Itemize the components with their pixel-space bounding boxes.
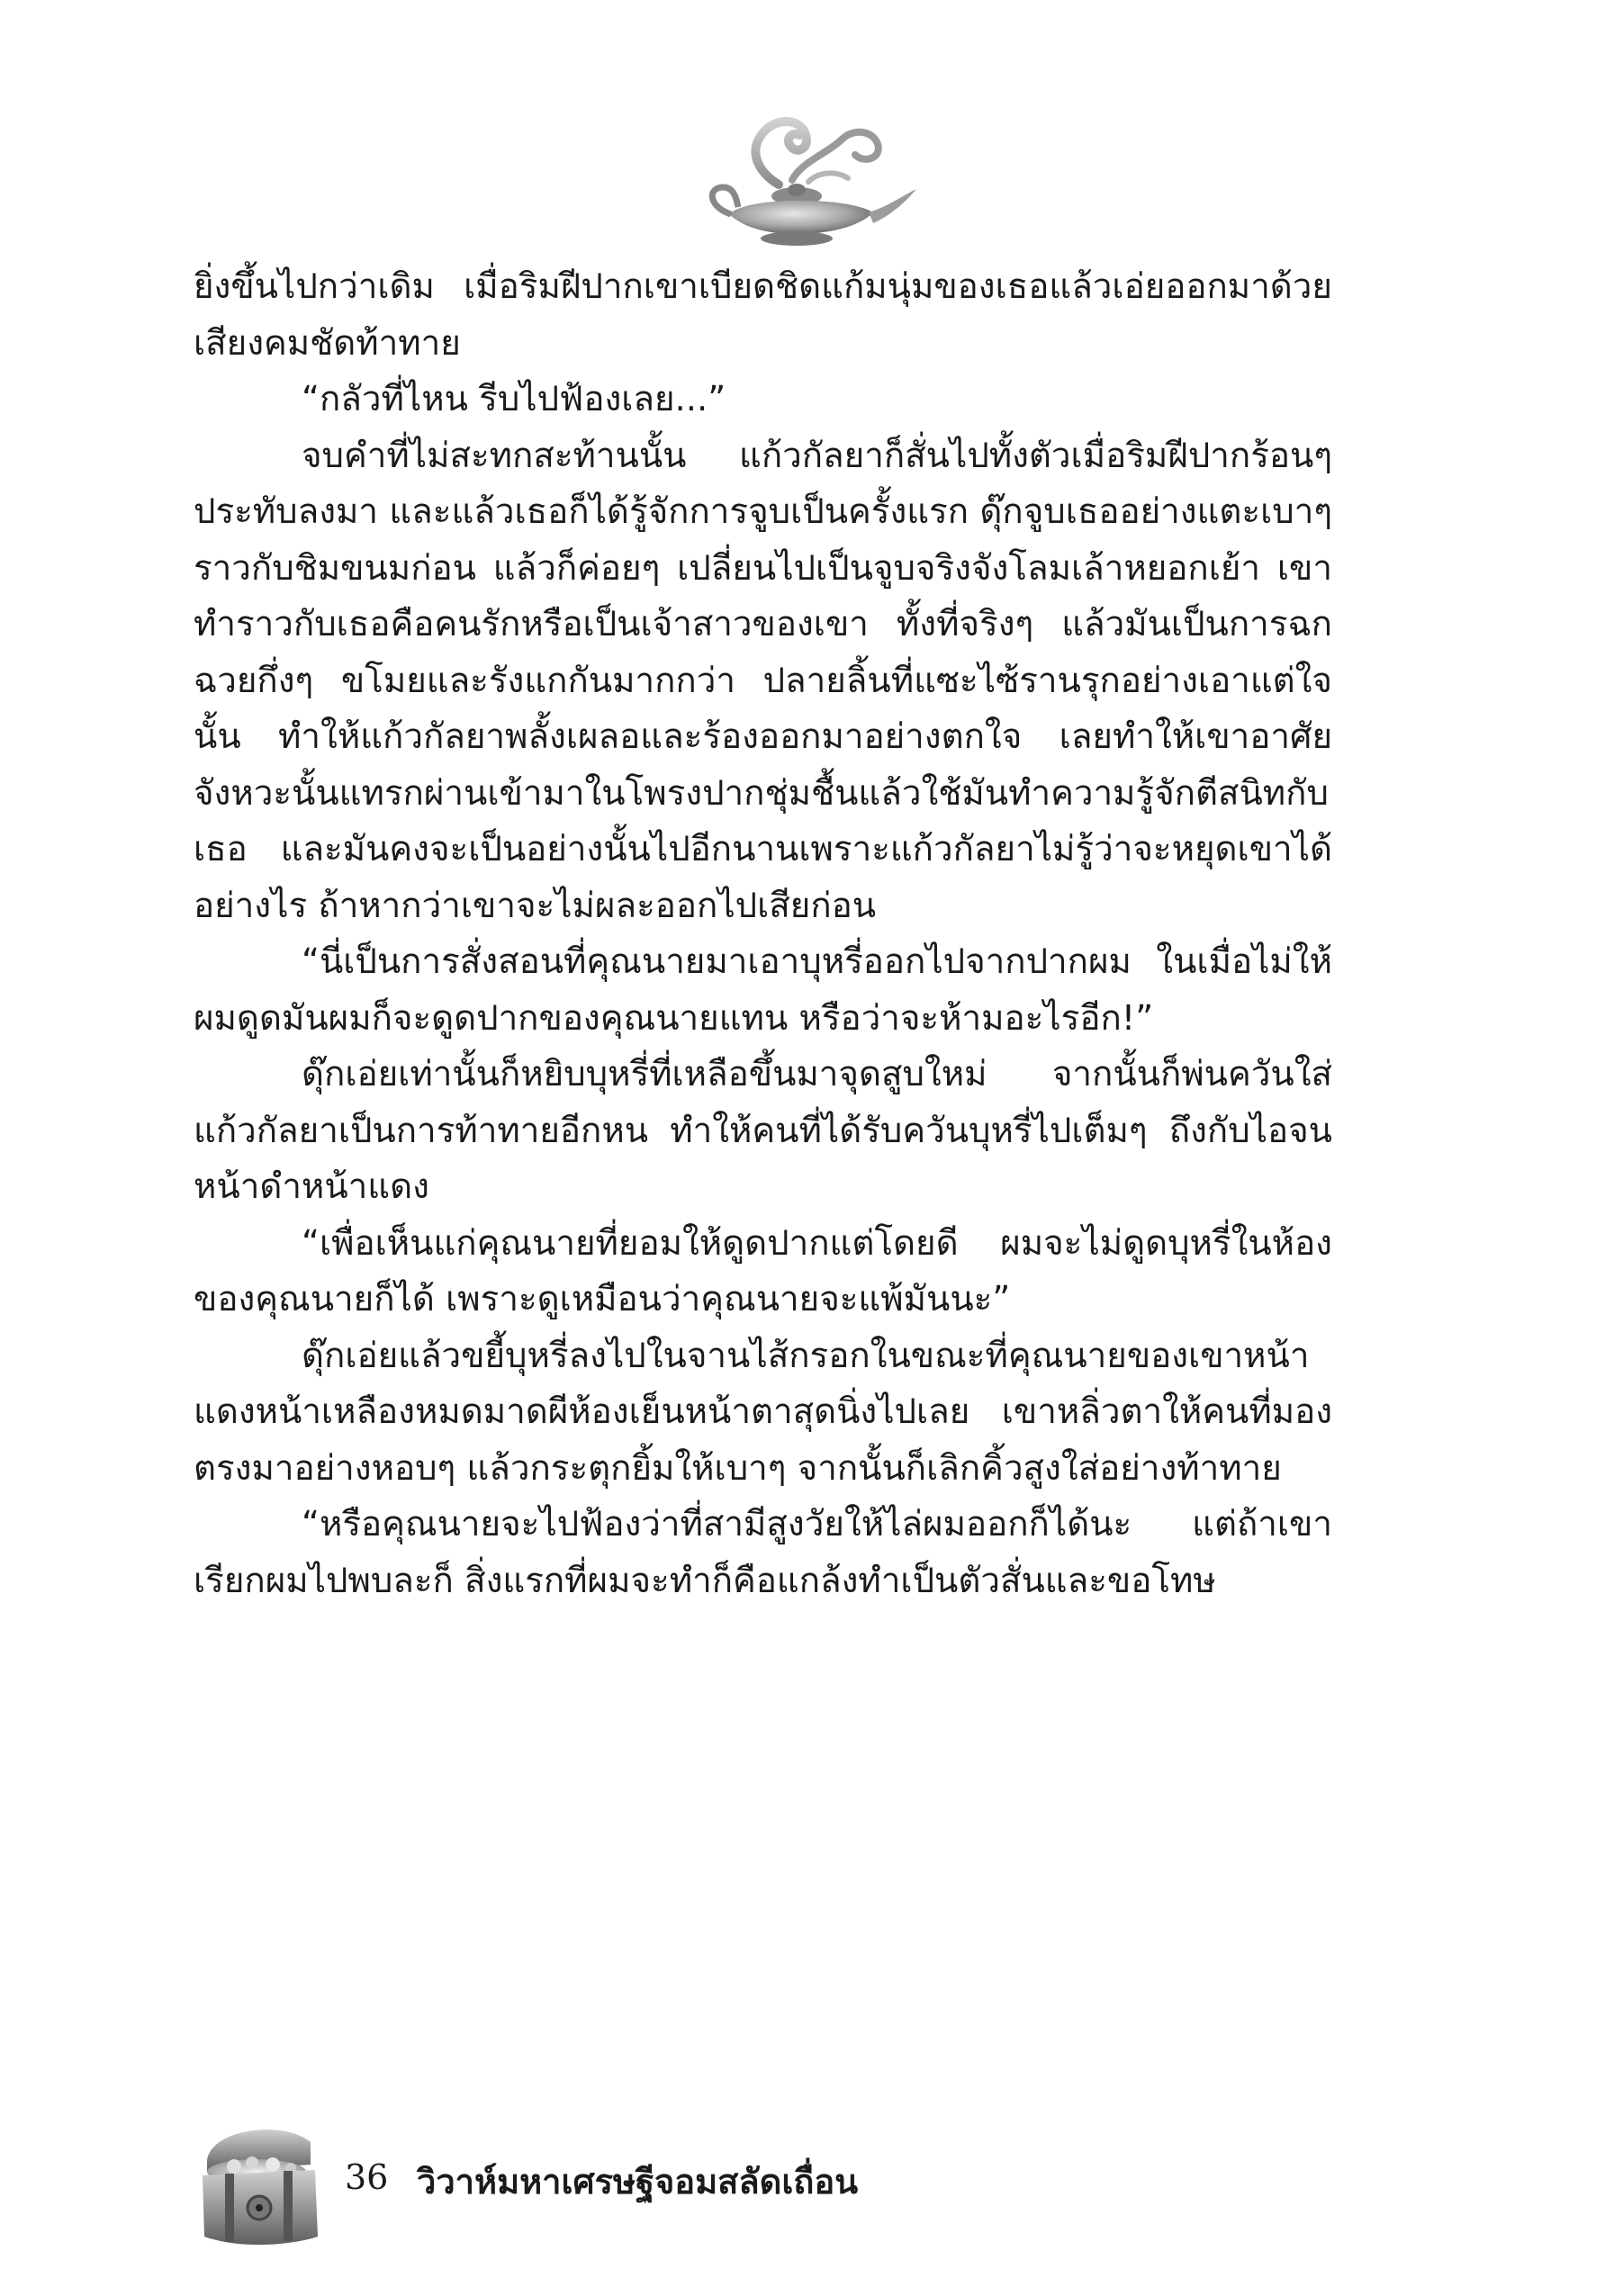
book-title: วิวาห์มหาเศรษฐีจอมสลัดเถื่อน — [417, 2162, 859, 2201]
body-text — [194, 259, 1332, 1609]
paragraph: “เพื่อเห็นแก่คุณนายที่ยอมให้ดูดปากแต่โดยดี ผมจะไม่ดูดบุหรี่ในห้องของคุณนายก็ได้ เพราะดูเหมือนว่าคุณนายจะแพ้มันนะ” — [194, 1222, 1332, 1319]
paragraph: ดุ๊กเอ่ยเท่านั้นก็หยิบบุหรี่ที่เหลือขึ้นมาจุดสูบใหม่ จากนั้นก็พ่นควันใส่แก้วกัลยาเป็นการท้าทายอีกหน ทำให้คนที่ได้รับควันบุหรี่ไปเต็มๆ ถึงกับไอจนหน้าดำหน้าแดง — [194, 1054, 1332, 1207]
paragraph: จบคำที่ไม่สะทกสะท้านนั้น แก้วกัลยาก็สั่นไปทั้งตัวเมื่อริมฝีปากร้อนๆ ประทับลงมา และแล้วเธอก็ได้รู้จักการจูบเป็นครั้งแรก ดุ๊กจูบเธออย่างแตะเบาๆ ราวกับชิมขนมก่อน แล้วก็ค่อยๆ เปลี่ยนไปเป็นจูบจริงจังโลมเล้าหยอกเย้า เขาทำราวกับเธอคือคนรักหรือเป็นเจ้าสาวของเขา ทั้งที่จริงๆ แล้วมันเป็นการฉกฉวยกึ่งๆ ขโมยและรังแกกันมากกว่า ปลายลิ้นที่แซะไซ้รานรุกอย่างเอาแต่ใจนั้น ทำให้แก้วกัลยาพลั้งเผลอและร้องออกมาอย่างตกใจ เลยทำให้เขาอาศัยจังหวะนั้นแทรกผ่านเข้ามาในโพรงปากชุ่มชื้นแล้วใช้มันทำความรู้จักตีสนิทกับเธอ และมันคงจะเป็นอย่างนั้นไปอีกนานเพราะแก้วกัลยาไม่รู้ว่าจะหยุดเขาได้อย่างไร ถ้าหากว่าเขาจะไม่ผละออกไปเสียก่อน — [194, 435, 1332, 926]
page-number: 36 — [345, 2157, 389, 2197]
page-footer — [185, 2111, 905, 2264]
magic-lamp-icon — [693, 99, 927, 252]
treasure-chest-icon — [185, 2111, 333, 2259]
paragraph: “กลัวที่ไหน รีบไปฟ้องเลย...” — [302, 379, 726, 419]
paragraph: “หรือคุณนายจะไปฟ้องว่าที่สามีสูงวัยให้ไล่ผมออกก็ได้นะ แต่ถ้าเขาเรียกผมไปพบละก็ สิ่งแรกที่ผมจะทำก็คือแกล้งทำเป็นตัวสั่นและขอโทษ — [194, 1504, 1332, 1601]
paragraph: ยิ่งขึ้นไปกว่าเดิม เมื่อริมฝีปากเขาเบียดชิดแก้มนุ่มของเธอแล้วเอ่ยออกมาด้วยเสียงคมชัดท้าทาย — [194, 266, 1332, 364]
paragraph: “นี่เป็นการสั่งสอนที่คุณนายมาเอาบุหรี่ออกไปจากปากผม ในเมื่อไม่ให้ผมดูดมันผมก็จะดูดปากของคุณนายแทน หรือว่าจะห้ามอะไรอีก!” — [194, 941, 1332, 1039]
paragraph: ดุ๊กเอ่ยแล้วขยี้บุหรี่ลงไปในจานไส้กรอกในขณะที่คุณนายของเขาหน้าแดงหน้าเหลืองหมดมาดผีห้องเย็นหน้าตาสุดนิ่งไปเลย เขาหลิ่วตาให้คนที่มองตรงมาอย่างหอบๆ แล้วกระตุกยิ้มให้เบาๆ จากนั้นก็เลิกคิ้วสูงใส่อย่างท้าทาย — [194, 1335, 1332, 1489]
